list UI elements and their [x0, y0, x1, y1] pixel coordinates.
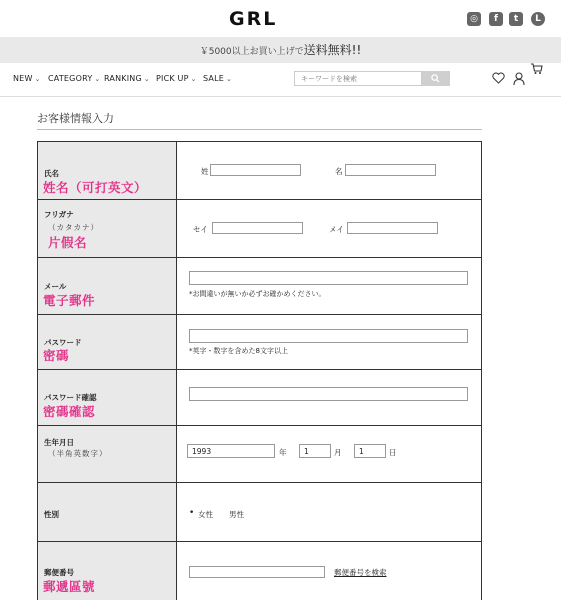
radio-female[interactable]: •: [189, 508, 195, 518]
site-header: [0, 0, 561, 36]
email-input[interactable]: [189, 271, 468, 285]
kana-annotation: 片假名: [48, 235, 88, 250]
kana-last-input[interactable]: [212, 222, 303, 234]
field-cell-gender: [177, 483, 481, 541]
kana-label: フリガナ: [44, 210, 74, 219]
birth-day-input[interactable]: [354, 444, 386, 458]
field-cell-password-confirm: [177, 370, 481, 425]
password-note: *英字・数字を含めた8文字以上: [189, 347, 288, 355]
birthday-sub-label: （半角英数字）: [48, 449, 108, 458]
row-password-confirm: [38, 370, 481, 426]
year-unit-label: 年: [279, 448, 287, 457]
heart-icon[interactable]: [492, 72, 505, 84]
email-label: メール: [44, 282, 67, 291]
first-name-input[interactable]: [345, 164, 436, 176]
chevron-down-icon: ⌄: [143, 75, 150, 83]
chevron-down-icon: ⌄: [226, 75, 233, 83]
label-cell-email: [38, 258, 177, 314]
row-gender: [38, 483, 481, 542]
field-cell-kana: [177, 200, 481, 257]
email-note: *お間違いが無いか必ずお確かめください。: [189, 290, 326, 298]
header-divider: [0, 96, 561, 97]
label-cell-postal: [38, 542, 177, 600]
nav-item-pickup[interactable]: PICK UP ⌄: [156, 74, 197, 83]
email-annotation: 電子郵件: [43, 293, 96, 308]
row-kana: [38, 200, 481, 258]
main-nav: [0, 63, 561, 93]
gender-female-label[interactable]: 女性: [198, 510, 213, 519]
password-confirm-annotation: 密碼確認: [43, 404, 96, 419]
gender-male-label[interactable]: 男性: [229, 510, 244, 519]
customer-info-form: [37, 141, 482, 600]
gender-label: 性別: [44, 510, 59, 519]
day-unit-label: 日: [389, 448, 397, 457]
row-name: [38, 142, 481, 200]
field-cell-birthday: [177, 426, 481, 482]
facebook-icon[interactable]: f: [489, 12, 503, 26]
label-cell-gender: [38, 483, 177, 541]
label-cell-kana: [38, 200, 177, 257]
title-underline: [37, 129, 482, 130]
password-label: パスワード: [44, 338, 82, 347]
password-confirm-input[interactable]: [189, 387, 468, 401]
cart-icon[interactable]: [530, 62, 543, 75]
chevron-down-icon: ⌄: [94, 75, 101, 83]
row-email: [38, 258, 481, 315]
last-name-label: 姓: [201, 167, 209, 176]
search-button[interactable]: [422, 71, 450, 86]
birthday-label: 生年月日: [44, 438, 74, 447]
label-cell-password-confirm: [38, 370, 177, 425]
field-cell-postal: [177, 542, 481, 600]
label-cell-password: [38, 315, 177, 369]
kana-first-input[interactable]: [347, 222, 438, 234]
password-confirm-label: パスワード確認: [44, 393, 97, 402]
password-input[interactable]: [189, 329, 468, 343]
row-password: [38, 315, 481, 370]
postal-search-link[interactable]: 郵便番号を検索: [334, 568, 387, 577]
page-title: お客様情報入力: [37, 112, 114, 125]
field-cell-name: [177, 142, 481, 199]
field-cell-password: [177, 315, 481, 369]
field-cell-email: [177, 258, 481, 314]
name-label: 氏名: [44, 169, 59, 178]
label-cell-birthday: [38, 426, 177, 482]
search-icon: [431, 74, 440, 83]
twitter-icon[interactable]: t: [509, 12, 523, 26]
nav-item-new[interactable]: NEW ⌄: [13, 74, 41, 83]
postal-label: 郵便番号: [44, 568, 74, 577]
chevron-down-icon: ⌄: [34, 75, 41, 83]
nav-item-category[interactable]: CATEGORY ⌄: [48, 74, 101, 83]
postal-code-input[interactable]: [189, 566, 325, 578]
search-input[interactable]: [294, 71, 422, 86]
instagram-icon[interactable]: ◎: [467, 12, 481, 26]
row-birthday: [38, 426, 481, 483]
last-name-input[interactable]: [210, 164, 301, 176]
birth-month-input[interactable]: [299, 444, 331, 458]
kana-last-label: セイ: [193, 225, 208, 234]
site-logo[interactable]: GRL: [229, 8, 278, 30]
kana-sub-label: （カタカナ）: [48, 223, 99, 232]
name-annotation: 姓名（可打英文）: [43, 180, 148, 195]
line-icon[interactable]: L: [531, 12, 545, 26]
user-icon[interactable]: [513, 72, 525, 85]
chevron-down-icon: ⌄: [190, 75, 197, 83]
kana-first-label: メイ: [329, 225, 344, 234]
promo-highlight: 送料無料!!: [303, 43, 362, 57]
promo-prefix: ￥5000以上お買い上げで: [199, 47, 304, 57]
first-name-label: 名: [335, 167, 343, 176]
promo-banner: [0, 37, 561, 63]
nav-item-sale[interactable]: SALE ⌄: [203, 74, 233, 83]
birth-year-input[interactable]: [187, 444, 275, 458]
nav-item-ranking[interactable]: RANKING ⌄: [104, 74, 150, 83]
row-postal: [38, 542, 481, 600]
label-cell-name: [38, 142, 177, 199]
password-annotation: 密碼: [43, 348, 70, 363]
month-unit-label: 月: [334, 448, 342, 457]
postal-annotation: 郵遞區號: [43, 579, 96, 594]
